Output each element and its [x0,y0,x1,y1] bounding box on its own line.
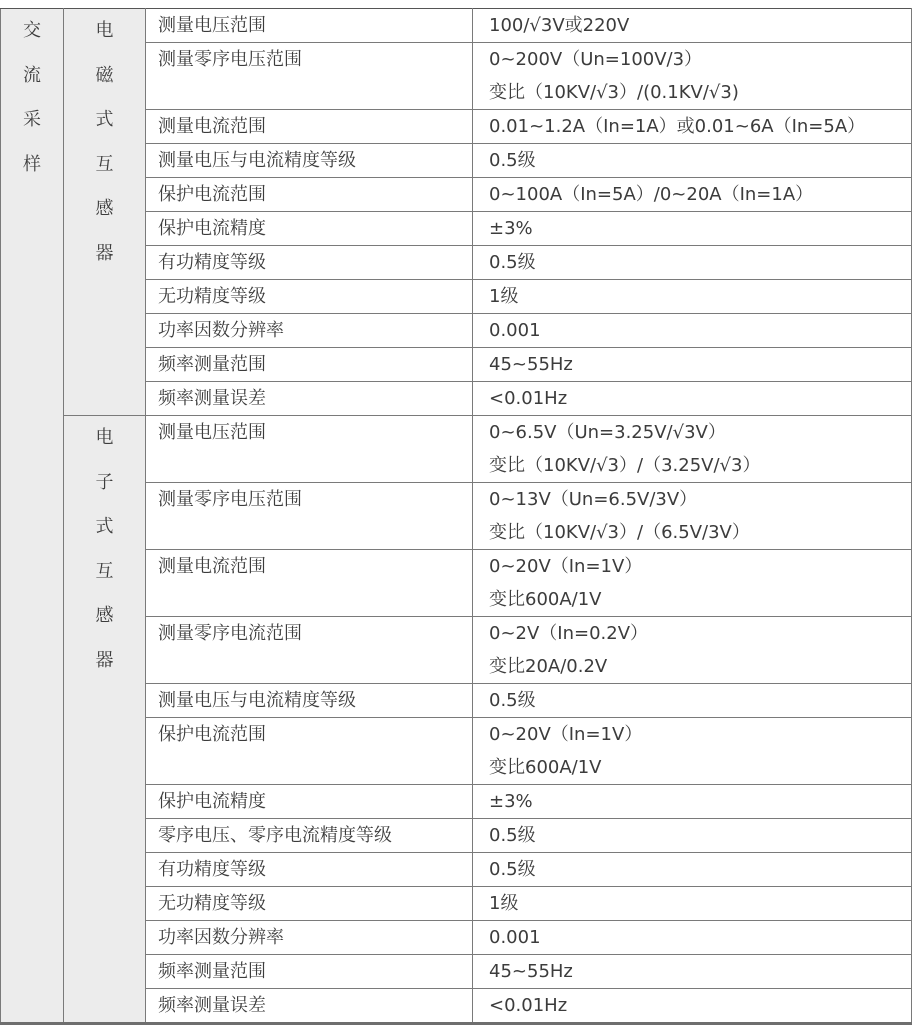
parameter-value: <0.01Hz [489,995,568,1016]
value-cell [473,314,912,348]
parameter-name: 功率因数分辨率 [158,320,284,341]
parameter-name: 保护电流精度 [158,218,266,239]
section-label-char: 子 [95,471,114,493]
parameter-cell [146,9,473,43]
parameter-name: 保护电流范围 [158,724,266,745]
parameter-cell [146,280,473,314]
parameter-name: 有功精度等级 [158,859,266,880]
parameter-value: 0.5级 [489,825,536,846]
section-label-cell [64,416,146,1024]
value-cell [473,483,912,550]
parameter-cell [146,718,473,785]
parameter-cell [146,853,473,887]
parameter-cell [146,955,473,989]
parameter-cell [146,314,473,348]
parameter-cell [146,144,473,178]
value-cell [473,785,912,819]
value-cell [473,348,912,382]
parameter-cell [146,246,473,280]
parameter-value: 0~20V（In=1V） [489,556,643,577]
section-label-char: 互 [95,153,114,175]
table-row [1,416,912,483]
parameter-cell [146,785,473,819]
group-label-char: 流 [23,64,41,86]
value-cell [473,212,912,246]
parameter-name: 测量零序电压范围 [158,49,302,70]
parameter-name: 测量零序电流范围 [158,623,302,644]
section-label-char: 感 [95,605,114,626]
parameter-name: 测量电压与电流精度等级 [158,150,356,171]
parameter-cell [146,550,473,617]
parameter-value: 45~55Hz [489,961,573,982]
parameter-name: 测量电压范围 [158,15,266,36]
parameter-cell [146,212,473,246]
parameter-cell [146,617,473,684]
value-cell [473,853,912,887]
value-cell [473,550,912,617]
group-label-char: 采 [23,109,41,130]
parameter-cell [146,921,473,955]
parameter-name: 有功精度等级 [158,252,266,273]
value-cell [473,110,912,144]
parameter-cell [146,483,473,550]
value-cell [473,684,912,718]
value-cell [473,246,912,280]
parameter-cell [146,989,473,1024]
section-label-char: 感 [95,198,114,219]
value-cell [473,989,912,1024]
parameter-value: 0~200V（Un=100V/3） [489,49,703,70]
parameter-value: 0~2V（In=0.2V） [489,623,649,644]
value-cell [473,280,912,314]
parameter-value: 变比20A/0.2V [489,656,608,677]
parameter-value: 0~13V（Un=6.5V/3V） [489,489,698,510]
parameter-cell [146,887,473,921]
parameter-value: 45~55Hz [489,354,573,375]
group-label-char: 样 [23,153,41,175]
parameter-value: 0.5级 [489,690,536,711]
parameter-name: 测量零序电压范围 [158,489,302,510]
parameter-cell [146,348,473,382]
parameter-value: 0.5级 [489,252,536,273]
section-label [96,416,114,683]
parameter-name: 频率测量范围 [158,961,266,982]
section-label-char: 器 [95,649,114,671]
parameter-value: 0.5级 [489,150,536,171]
parameter-name: 无功精度等级 [158,286,266,307]
value-cell [473,921,912,955]
section-label-char: 电 [95,427,114,448]
value-cell [473,718,912,785]
parameter-name: 测量电压与电流精度等级 [158,690,356,711]
group-label-cell [1,9,64,1024]
value-cell [473,955,912,989]
parameter-value: ±3% [489,791,533,812]
group-label-char: 交 [23,20,41,41]
parameter-name: 保护电流范围 [158,184,266,205]
parameter-value: 变比（10KV/√3）/(0.1KV/√3) [489,82,739,103]
parameter-value: 0~20V（In=1V） [489,724,643,745]
section-label-char: 式 [95,516,114,537]
value-cell [473,416,912,483]
group-label [23,9,41,187]
spec-table [0,8,912,1025]
parameter-cell [146,416,473,483]
parameter-name: 测量电流范围 [158,556,266,577]
parameter-value: 0.001 [489,320,541,341]
parameter-cell [146,110,473,144]
parameter-value: 0.5级 [489,859,536,880]
parameter-value: 1级 [489,893,519,914]
parameter-name: 无功精度等级 [158,893,266,914]
parameter-name: 功率因数分辨率 [158,927,284,948]
parameter-value: 0.01~1.2A（In=1A）或0.01~6A（In=5A） [489,116,866,137]
parameter-name: 频率测量误差 [158,388,266,409]
section-label-char: 磁 [95,64,114,86]
parameter-cell [146,178,473,212]
parameter-value: 0~100A（In=5A）/0~20A（In=1A） [489,184,814,205]
value-cell [473,382,912,416]
value-cell [473,887,912,921]
parameter-cell [146,819,473,853]
parameter-value: 0.001 [489,927,541,948]
parameter-cell [146,43,473,110]
parameter-cell [146,684,473,718]
parameter-name: 测量电压范围 [158,422,266,443]
parameter-value: 0~6.5V（Un=3.25V/√3V） [489,422,726,443]
section-label-cell [64,9,146,416]
parameter-value: 100/√3V或220V [489,15,630,36]
section-label-char: 互 [95,560,114,582]
section-label-char: 器 [95,242,114,264]
parameter-name: 保护电流精度 [158,791,266,812]
parameter-cell [146,382,473,416]
parameter-name: 测量电流范围 [158,116,266,137]
parameter-value: 1级 [489,286,519,307]
parameter-value: ±3% [489,218,533,239]
value-cell [473,617,912,684]
value-cell [473,9,912,43]
parameter-value: 变比（10KV/√3）/（6.5V/3V） [489,522,750,543]
value-cell [473,178,912,212]
section-label-char: 电 [95,20,114,41]
parameter-name: 频率测量误差 [158,995,266,1016]
value-cell [473,43,912,110]
section-label-char: 式 [95,109,114,130]
value-cell [473,819,912,853]
parameter-name: 频率测量范围 [158,354,266,375]
parameter-name: 零序电压、零序电流精度等级 [158,825,392,846]
parameter-value: 变比（10KV/√3）/（3.25V/√3） [489,455,761,476]
parameter-value: <0.01Hz [489,388,568,409]
parameter-value: 变比600A/1V [489,757,602,778]
table-row [1,9,912,43]
value-cell [473,144,912,178]
section-label [96,9,114,276]
parameter-value: 变比600A/1V [489,589,602,610]
